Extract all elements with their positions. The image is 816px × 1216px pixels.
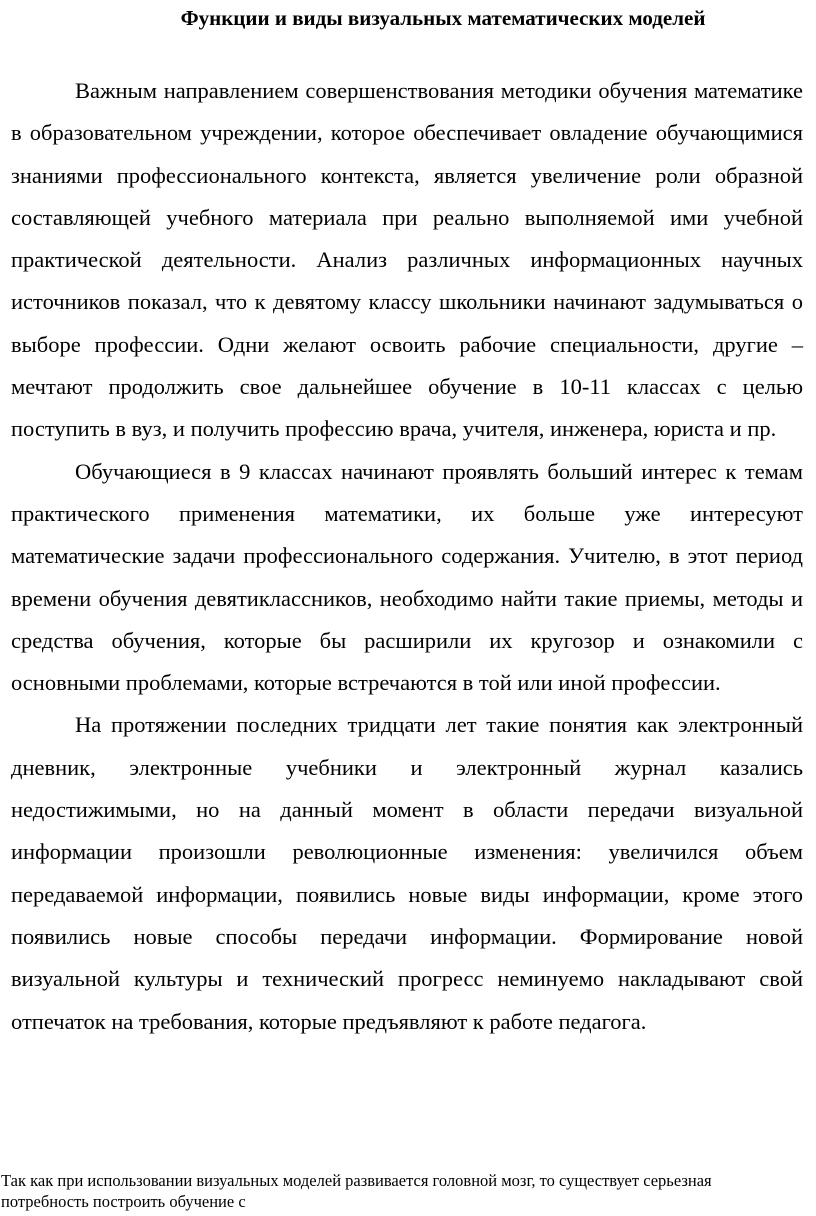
document-body: [11, 70, 803, 1043]
paragraph-1: Важным направлением совершенствования методики обучения математике в образовательном учреждении, которое обеспечивает овладение обучающимися знаниями профессионального контекста, является увеличение роли образной составляющей учебного материала при реально выполняемой ими учебной практической деятельности. Анализ различных информационных научных источников показал, что к девятому классу школьники начинают задумываться о выборе профессии. Одни желают освоить рабочие специальности, другие – мечтают продолжить свое дальнейшее обучение в 10-11 классах с целью поступить в вуз, и получить профессию врача, учителя, инженера, юриста и пр.: [11, 78, 803, 442]
paragraph-3: На протяжении последних тридцати лет такие понятия как электронный дневник, электронные учебники и электронный журнал казались недостижимыми, но на данный момент в области передачи визуальной информации произошли революционные изменения: увеличился объем передаваемой информации, появились новые виды информации, кроме этого появились новые способы передачи информации. Формирование новой визуальной культуры и технический прогресс неминуемо накладывают свой отпечаток на требования, которые предъявляют к работе педагога.: [11, 712, 803, 1034]
page-title: Функции и виды визуальных математических моделей: [180, 6, 706, 30]
footnote-text: Так как при использовании визуальных моделей развивается головной мозг, то существует серьезная потребность построить обучение с: [1, 1171, 712, 1211]
paragraph-2: Обучающиеся в 9 классах начинают проявлять больший интерес к темам практического применения математики, их больше уже интересуют математические задачи профессионального содержания. Учителю, в этот период времени обучения девятиклассников, необходимо найти такие приемы, методы и средства обучения, которые бы расширили их кругозор и ознакомили с основными проблемами, которые встречаются в той или иной профессии.: [11, 458, 803, 696]
